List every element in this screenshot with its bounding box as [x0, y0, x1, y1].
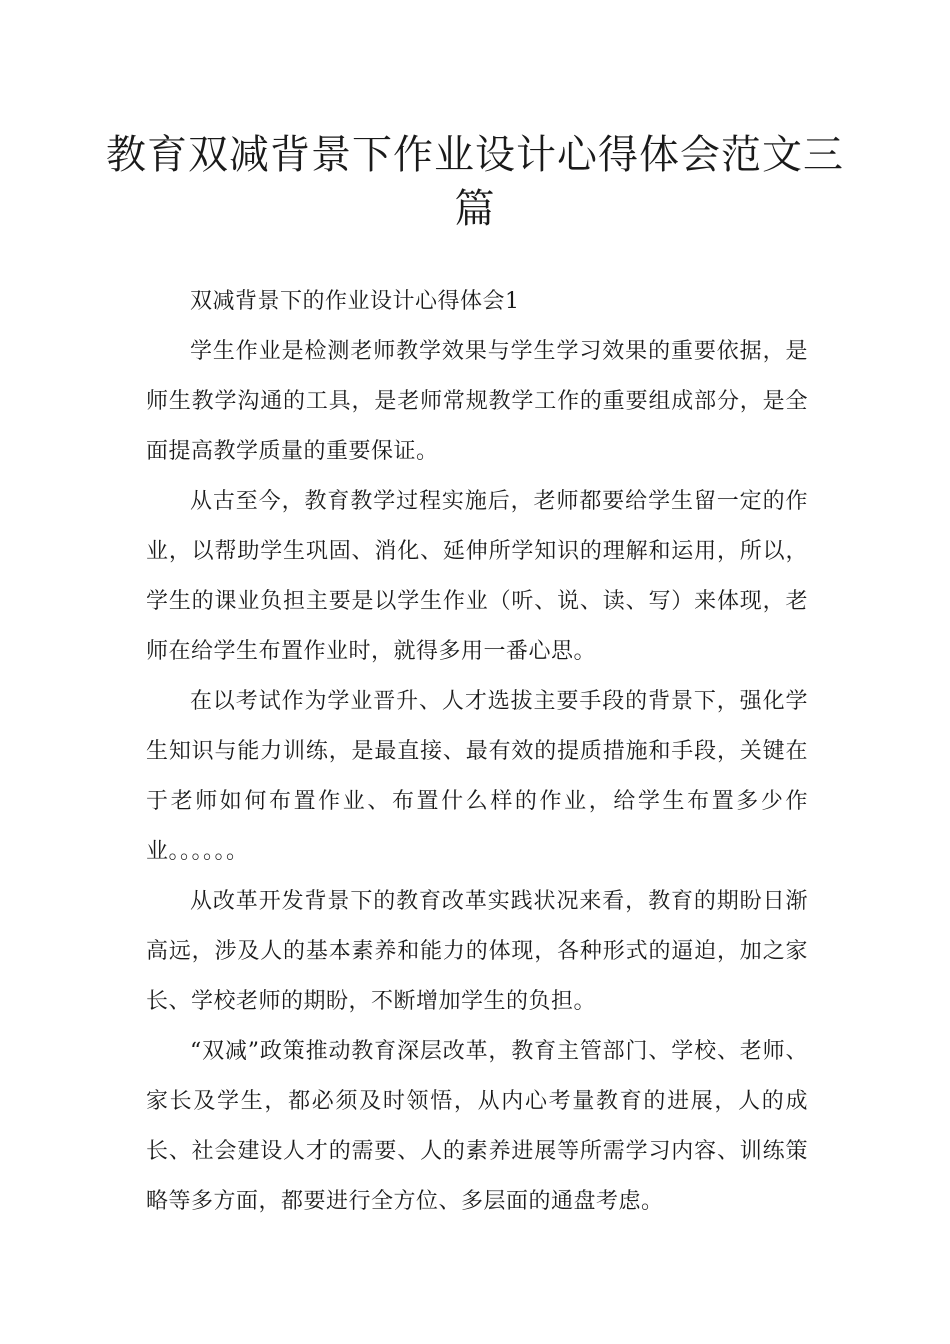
document-title: 教育双减背景下作业设计心得体会范文三篇	[106, 132, 844, 232]
paragraph: 在以考试作为学业晋升、人才选拔主要手段的背景下，强化学生知识与能力训练，是最直接、最有效的提质措施和手段，关键在于老师如何布置作业、布置什么样的作业，给学生布置多少作业。。。。。。	[146, 689, 808, 864]
section-heading: 双减背景下的作业设计心得体会1	[190, 289, 520, 314]
document-body	[146, 277, 808, 1227]
paragraph: “双减”政策推动教育深层改革，教育主管部门、学校、老师、家长及学生，都必须及时领悟，从内心考量教育的进展，人的成长、社会建设人才的需要、人的素养进展等所需学习内容、训练策略等多方面，都要进行全方位、多层面的通盘考虑。	[146, 1039, 808, 1214]
paragraph: 学生作业是检测老师教学效果与学生学习效果的重要依据，是师生教学沟通的工具，是老师常规教学工作的重要组成部分，是全面提高教学质量的重要保证。	[146, 339, 808, 464]
paragraph: 从古至今，教育教学过程实施后，老师都要给学生留一定的作业，以帮助学生巩固、消化、延伸所学知识的理解和运用，所以，学生的课业负担主要是以学生作业（听、说、读、写）来体现，老师在给学生布置作业时，就得多用一番心思。	[146, 489, 808, 664]
paragraph: 从改革开发背景下的教育改革实践状况来看，教育的期盼日渐高远，涉及人的基本素养和能力的体现，各种形式的逼迫，加之家长、学校老师的期盼，不断增加学生的负担。	[146, 889, 808, 1014]
